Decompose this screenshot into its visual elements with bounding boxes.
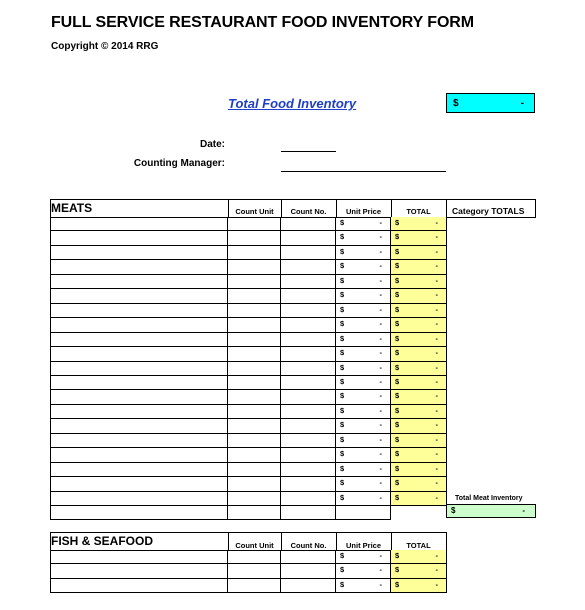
currency-symbol: $ (340, 493, 345, 502)
currency-symbol: $ (340, 478, 345, 487)
count-unit-cell[interactable] (228, 318, 281, 333)
item-name-cell[interactable] (50, 579, 228, 593)
unit-price-cell[interactable] (336, 376, 391, 390)
cell-value: - (379, 232, 382, 241)
count-no-cell[interactable] (281, 347, 336, 362)
currency-symbol: $ (395, 305, 400, 314)
total-food-inventory-label: Total Food Inventory (228, 96, 357, 111)
item-name-cell[interactable] (50, 550, 228, 564)
item-name-cell[interactable] (50, 217, 228, 231)
total-cell[interactable] (391, 362, 447, 376)
total-cell[interactable] (391, 275, 447, 289)
counting-manager-label: Counting Manager: (133, 158, 225, 169)
item-name-cell[interactable] (50, 434, 228, 448)
item-name-cell[interactable] (50, 564, 228, 579)
item-name-cell[interactable] (50, 333, 228, 347)
col-count-no: Count No. (290, 541, 327, 550)
count-no-cell[interactable] (281, 376, 336, 390)
cell-value: - (379, 391, 382, 400)
unit-price-cell[interactable] (336, 550, 391, 564)
unit-price-cell[interactable] (336, 448, 391, 463)
total-cell[interactable] (391, 390, 447, 405)
date-field[interactable] (281, 151, 336, 152)
count-unit-cell[interactable] (228, 405, 281, 419)
total-cell[interactable] (391, 550, 447, 564)
unit-price-cell[interactable] (336, 217, 391, 231)
cell-value: - (435, 247, 438, 256)
currency-symbol: $ (340, 261, 345, 270)
count-unit-cell[interactable] (228, 419, 281, 434)
currency-symbol: $ (395, 334, 400, 343)
currency-symbol: $ (395, 391, 400, 400)
cell-value: - (435, 218, 438, 227)
count-unit-cell[interactable] (228, 217, 281, 231)
currency-symbol: $ (395, 464, 400, 473)
count-unit-cell[interactable] (228, 304, 281, 318)
item-name-cell[interactable] (50, 318, 228, 333)
currency-symbol: $ (340, 565, 345, 574)
currency-symbol: $ (395, 478, 400, 487)
currency-symbol: $ (453, 98, 459, 109)
cell-value: - (379, 348, 382, 357)
count-unit-cell[interactable] (228, 289, 281, 304)
unit-price-cell[interactable] (336, 318, 391, 333)
count-unit-cell[interactable] (228, 463, 281, 477)
count-unit-cell[interactable] (228, 448, 281, 463)
cell-value: - (379, 218, 382, 227)
total-cell[interactable] (391, 231, 447, 246)
total-cell[interactable] (391, 579, 447, 593)
currency-symbol: $ (340, 363, 345, 372)
count-no-cell[interactable] (281, 217, 336, 231)
cell-value: - (435, 290, 438, 299)
count-unit-cell[interactable] (228, 579, 281, 593)
cell-value: - (435, 334, 438, 343)
cell-value: - (379, 551, 382, 560)
count-no-cell[interactable] (281, 405, 336, 419)
currency-symbol: $ (340, 449, 345, 458)
count-no-cell[interactable] (281, 419, 336, 434)
cell-value: - (379, 464, 382, 473)
count-unit-cell[interactable] (228, 376, 281, 390)
count-unit-cell[interactable] (228, 275, 281, 289)
count-no-cell[interactable] (281, 463, 336, 477)
currency-symbol: $ (340, 580, 345, 589)
item-name-cell[interactable] (50, 390, 228, 405)
unit-price-cell[interactable] (336, 564, 391, 579)
total-cell[interactable] (391, 376, 447, 390)
total-cell[interactable] (391, 260, 447, 275)
unit-price-cell[interactable] (336, 492, 391, 506)
total-cell[interactable] (391, 405, 447, 419)
total-cell[interactable] (391, 304, 447, 318)
count-unit-cell[interactable] (228, 231, 281, 246)
total-food-inventory-cell[interactable] (446, 93, 535, 113)
item-name-cell[interactable] (50, 376, 228, 390)
currency-symbol: $ (395, 435, 400, 444)
count-unit-cell[interactable] (228, 246, 281, 260)
count-unit-cell[interactable] (228, 362, 281, 376)
currency-symbol: $ (340, 290, 345, 299)
cell-value: - (435, 305, 438, 314)
currency-symbol: $ (395, 232, 400, 241)
cell-value: - (379, 290, 382, 299)
cell-value: - (379, 276, 382, 285)
count-unit-cell[interactable] (228, 260, 281, 275)
total-meat-inventory-cell[interactable] (446, 504, 536, 518)
item-name-cell[interactable] (50, 448, 228, 463)
counting-manager-field[interactable] (281, 171, 446, 172)
count-unit-cell[interactable] (228, 564, 281, 579)
total-cell[interactable] (391, 448, 447, 463)
total-cell[interactable] (391, 564, 447, 579)
section-title-fish-seafood: FISH & SEAFOOD (51, 534, 154, 548)
unit-price-cell[interactable] (336, 304, 391, 318)
cell-value: - (379, 261, 382, 270)
col-count-unit: Count Unit (235, 541, 274, 550)
col-total: TOTAL (406, 207, 431, 216)
cell-value: - (435, 363, 438, 372)
cell-value: - (379, 319, 382, 328)
date-label: Date: (199, 139, 225, 150)
total-cell[interactable] (391, 492, 447, 506)
currency-symbol: $ (340, 551, 345, 560)
col-count-no: Count No. (290, 207, 327, 216)
total-cell[interactable] (391, 463, 447, 477)
count-no-cell[interactable] (281, 579, 336, 593)
count-no-cell[interactable] (281, 390, 336, 405)
cell-value: - (379, 363, 382, 372)
section-title-meats: MEATS (51, 201, 93, 215)
cell-value: - (379, 478, 382, 487)
unit-price-cell[interactable] (336, 246, 391, 260)
count-no-cell[interactable] (281, 362, 336, 376)
currency-symbol: $ (340, 377, 345, 386)
count-no-cell[interactable] (281, 275, 336, 289)
item-name-cell[interactable] (50, 405, 228, 419)
total-cell[interactable] (391, 347, 447, 362)
total-cell[interactable] (391, 434, 447, 448)
currency-symbol: $ (340, 334, 345, 343)
currency-symbol: $ (395, 276, 400, 285)
currency-symbol: $ (340, 406, 345, 415)
cell-value: - (379, 580, 382, 589)
total-meat-inventory-value: - (522, 506, 525, 515)
cell-value: - (379, 247, 382, 256)
currency-symbol: $ (340, 276, 345, 285)
unit-price-cell[interactable] (336, 333, 391, 347)
cell-value: - (379, 334, 382, 343)
page-bottom-edge (0, 601, 585, 610)
unit-price-cell[interactable] (336, 477, 391, 492)
cell-value: - (435, 580, 438, 589)
cell-value: - (435, 391, 438, 400)
count-no-cell[interactable] (281, 289, 336, 304)
cell-value: - (435, 319, 438, 328)
count-no-cell[interactable] (281, 333, 336, 347)
count-unit-cell[interactable] (228, 550, 281, 564)
cell-value: - (435, 493, 438, 502)
count-no-cell[interactable] (281, 260, 336, 275)
cell-value: - (435, 449, 438, 458)
currency-symbol: $ (340, 232, 345, 241)
item-name-cell[interactable] (50, 463, 228, 477)
unit-price-cell[interactable] (336, 579, 391, 593)
total-cell[interactable] (391, 217, 447, 231)
count-no-cell[interactable] (281, 564, 336, 579)
item-name-cell[interactable] (50, 289, 228, 304)
col-total: TOTAL (406, 541, 431, 550)
item-name-cell[interactable] (50, 275, 228, 289)
total-cell[interactable] (391, 318, 447, 333)
count-unit-cell[interactable] (228, 333, 281, 347)
cell-value: - (435, 464, 438, 473)
copyright-text: Copyright © 2014 RRG (51, 41, 159, 52)
unit-price-cell[interactable] (336, 231, 391, 246)
col-unit-price: Unit Price (345, 541, 381, 550)
currency-symbol: $ (340, 420, 345, 429)
unit-price-cell[interactable] (336, 347, 391, 362)
currency-symbol: $ (395, 449, 400, 458)
currency-symbol: $ (451, 506, 456, 515)
count-unit-cell[interactable] (228, 434, 281, 448)
cell-value: - (435, 435, 438, 444)
unit-price-cell[interactable] (336, 405, 391, 419)
total-cell[interactable] (391, 289, 447, 304)
currency-symbol: $ (395, 406, 400, 415)
item-name-cell[interactable] (50, 231, 228, 246)
currency-symbol: $ (395, 377, 400, 386)
cell-value: - (435, 478, 438, 487)
unit-price-cell[interactable] (336, 434, 391, 448)
total-meat-inventory-label: Total Meat Inventory (455, 495, 523, 502)
cell-value: - (435, 420, 438, 429)
currency-symbol: $ (395, 363, 400, 372)
item-name-cell[interactable] (50, 362, 228, 376)
item-name-cell[interactable] (50, 492, 228, 506)
currency-symbol: $ (395, 247, 400, 256)
currency-symbol: $ (395, 319, 400, 328)
cell-value: - (435, 348, 438, 357)
cell-value: - (379, 435, 382, 444)
form-title: FULL SERVICE RESTAURANT FOOD INVENTORY FORM (51, 14, 474, 31)
unit-price-cell[interactable] (336, 362, 391, 376)
cell-value: - (379, 449, 382, 458)
currency-symbol: $ (340, 247, 345, 256)
cell-value: - (435, 276, 438, 285)
cell-value: - (435, 565, 438, 574)
total-food-inventory-value: - (520, 98, 524, 109)
item-name-cell[interactable] (50, 260, 228, 275)
col-category-totals: Category TOTALS (452, 206, 525, 216)
cell-value: - (379, 565, 382, 574)
col-unit-price: Unit Price (345, 207, 381, 216)
currency-symbol: $ (395, 290, 400, 299)
count-unit-cell[interactable] (228, 477, 281, 492)
unit-price-cell[interactable] (336, 289, 391, 304)
currency-symbol: $ (340, 218, 345, 227)
currency-symbol: $ (340, 391, 345, 400)
count-no-cell[interactable] (281, 477, 336, 492)
item-name-cell[interactable] (50, 304, 228, 318)
cell-value: - (435, 232, 438, 241)
cell-value: - (435, 551, 438, 560)
count-unit-cell[interactable] (228, 492, 281, 506)
currency-symbol: $ (395, 420, 400, 429)
count-no-cell[interactable] (281, 318, 336, 333)
cell-value: - (435, 261, 438, 270)
currency-symbol: $ (395, 493, 400, 502)
item-name-cell[interactable] (50, 347, 228, 362)
currency-symbol: $ (340, 435, 345, 444)
unit-price-cell[interactable] (336, 390, 391, 405)
item-name-cell[interactable] (50, 419, 228, 434)
currency-symbol: $ (395, 261, 400, 270)
count-no-cell[interactable] (281, 246, 336, 260)
count-no-cell[interactable] (281, 434, 336, 448)
total-cell[interactable] (391, 477, 447, 492)
currency-symbol: $ (395, 580, 400, 589)
cell-value: - (379, 377, 382, 386)
total-cell[interactable] (391, 333, 447, 347)
currency-symbol: $ (340, 319, 345, 328)
cell-value: - (435, 377, 438, 386)
count-no-cell[interactable] (281, 448, 336, 463)
currency-symbol: $ (340, 464, 345, 473)
unit-price-cell[interactable] (336, 275, 391, 289)
item-name-cell[interactable] (50, 477, 228, 492)
currency-symbol: $ (395, 551, 400, 560)
unit-price-cell[interactable] (336, 463, 391, 477)
currency-symbol: $ (395, 218, 400, 227)
col-count-unit: Count Unit (235, 207, 274, 216)
unit-price-cell[interactable] (336, 419, 391, 434)
count-no-cell[interactable] (281, 492, 336, 506)
unit-price-cell[interactable] (336, 260, 391, 275)
cell-value: - (379, 305, 382, 314)
cell-value: - (379, 493, 382, 502)
total-cell[interactable] (391, 419, 447, 434)
count-no-cell[interactable] (281, 304, 336, 318)
currency-symbol: $ (340, 348, 345, 357)
currency-symbol: $ (395, 348, 400, 357)
cell-value: - (379, 420, 382, 429)
count-no-cell[interactable] (281, 550, 336, 564)
item-name-cell[interactable] (50, 246, 228, 260)
currency-symbol: $ (395, 565, 400, 574)
cell-value: - (379, 406, 382, 415)
cell-value: - (435, 406, 438, 415)
total-cell[interactable] (391, 246, 447, 260)
count-unit-cell[interactable] (228, 390, 281, 405)
count-no-cell[interactable] (281, 231, 336, 246)
currency-symbol: $ (340, 305, 345, 314)
count-unit-cell[interactable] (228, 347, 281, 362)
